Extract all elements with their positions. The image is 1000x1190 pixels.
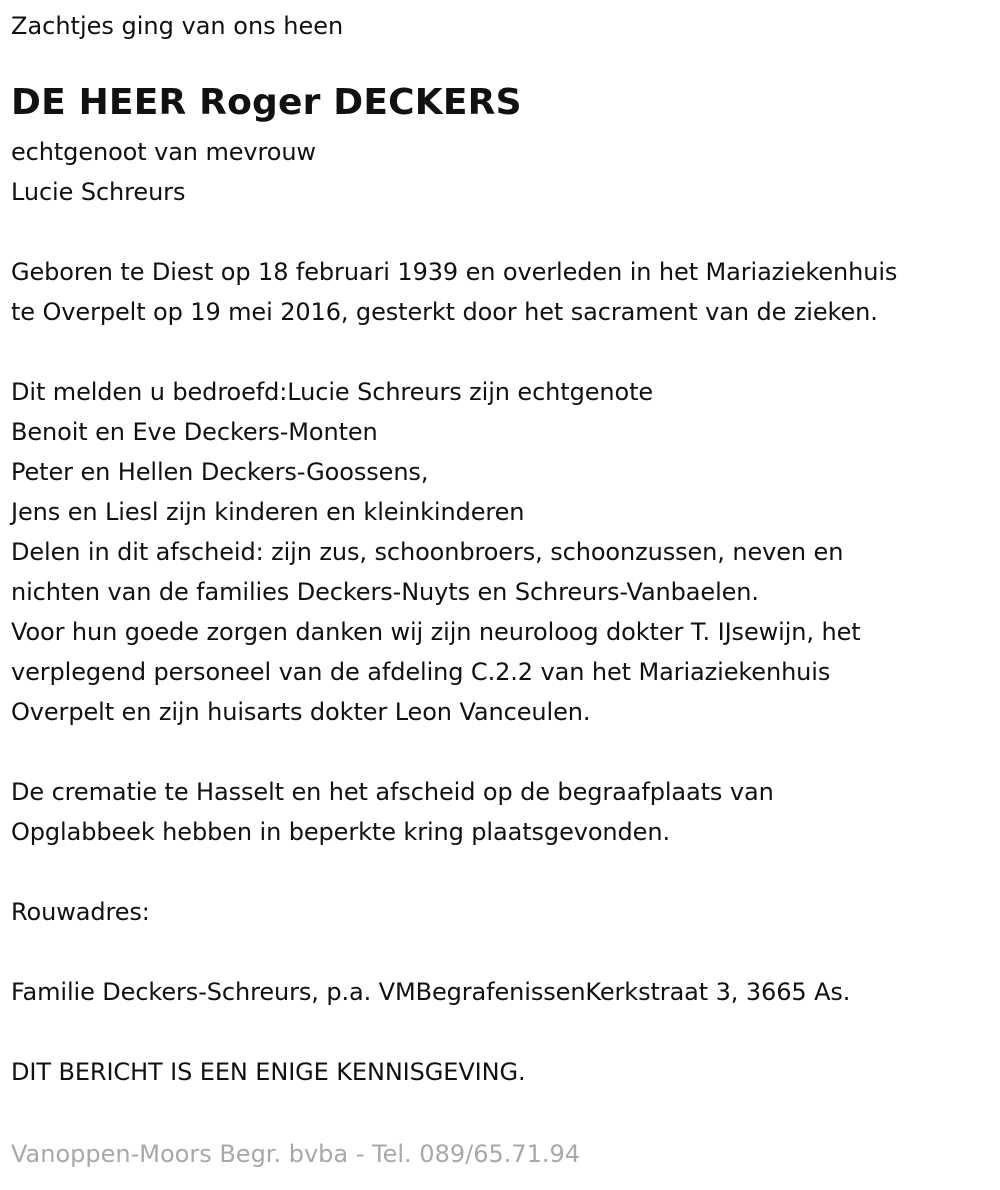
spacer — [11, 1012, 1000, 1052]
family-line: Peter en Hellen Deckers-Goossens, — [11, 458, 429, 486]
birth-death-line-2: te Overpelt op 19 mei 2016, gesterkt door het sacrament van de zieken. — [11, 298, 878, 326]
mourning-address-label: Rouwadres: — [11, 898, 150, 926]
funeral-home-footer: Vanoppen-Moors Begr. bvba - Tel. 089/65.71.94 — [11, 1140, 581, 1168]
mourning-address: Familie Deckers-Schreurs, p.a. VMBegrafenissenKerkstraat 3, 3665 As. — [11, 978, 851, 1006]
spacer — [11, 852, 1000, 892]
spacer — [11, 212, 1000, 252]
intro-line: Zachtjes ging van ons heen — [11, 12, 344, 40]
spouse-line-2: Lucie Schreurs — [11, 178, 186, 206]
family-line: Benoit en Eve Deckers-Monten — [11, 418, 378, 446]
deceased-name: DE HEER Roger DECKERS — [11, 82, 522, 123]
family-line: Jens en Liesl zijn kinderen en kleinkinderen — [11, 498, 525, 526]
family-line: Overpelt en zijn huisarts dokter Leon Vanceulen. — [11, 698, 591, 726]
spouse-line-1: echtgenoot van mevrouw — [11, 138, 316, 166]
notice-line: DIT BERICHT IS EEN ENIGE KENNISGEVING. — [11, 1058, 526, 1086]
cremation-line-1: De crematie te Hasselt en het afscheid op de begraafplaats van — [11, 778, 774, 806]
family-line: verplegend personeel van de afdeling C.2.2 van het Mariaziekenhuis — [11, 658, 831, 686]
spacer — [11, 932, 1000, 972]
family-line: Voor hun goede zorgen danken wij zijn neuroloog dokter T. IJsewijn, het — [11, 618, 861, 646]
cremation-line-2: Opglabbeek hebben in beperkte kring plaatsgevonden. — [11, 818, 670, 846]
family-line: nichten van de families Deckers-Nuyts en Schreurs-Vanbaelen. — [11, 578, 759, 606]
birth-death-line-1: Geboren te Diest op 18 februari 1939 en overleden in het Mariaziekenhuis — [11, 258, 898, 286]
family-line: Delen in dit afscheid: zijn zus, schoonbroers, schoonzussen, neven en — [11, 538, 844, 566]
spacer — [11, 732, 1000, 772]
spacer — [11, 332, 1000, 372]
family-line: Dit melden u bedroefd:Lucie Schreurs zijn echtgenote — [11, 378, 654, 406]
